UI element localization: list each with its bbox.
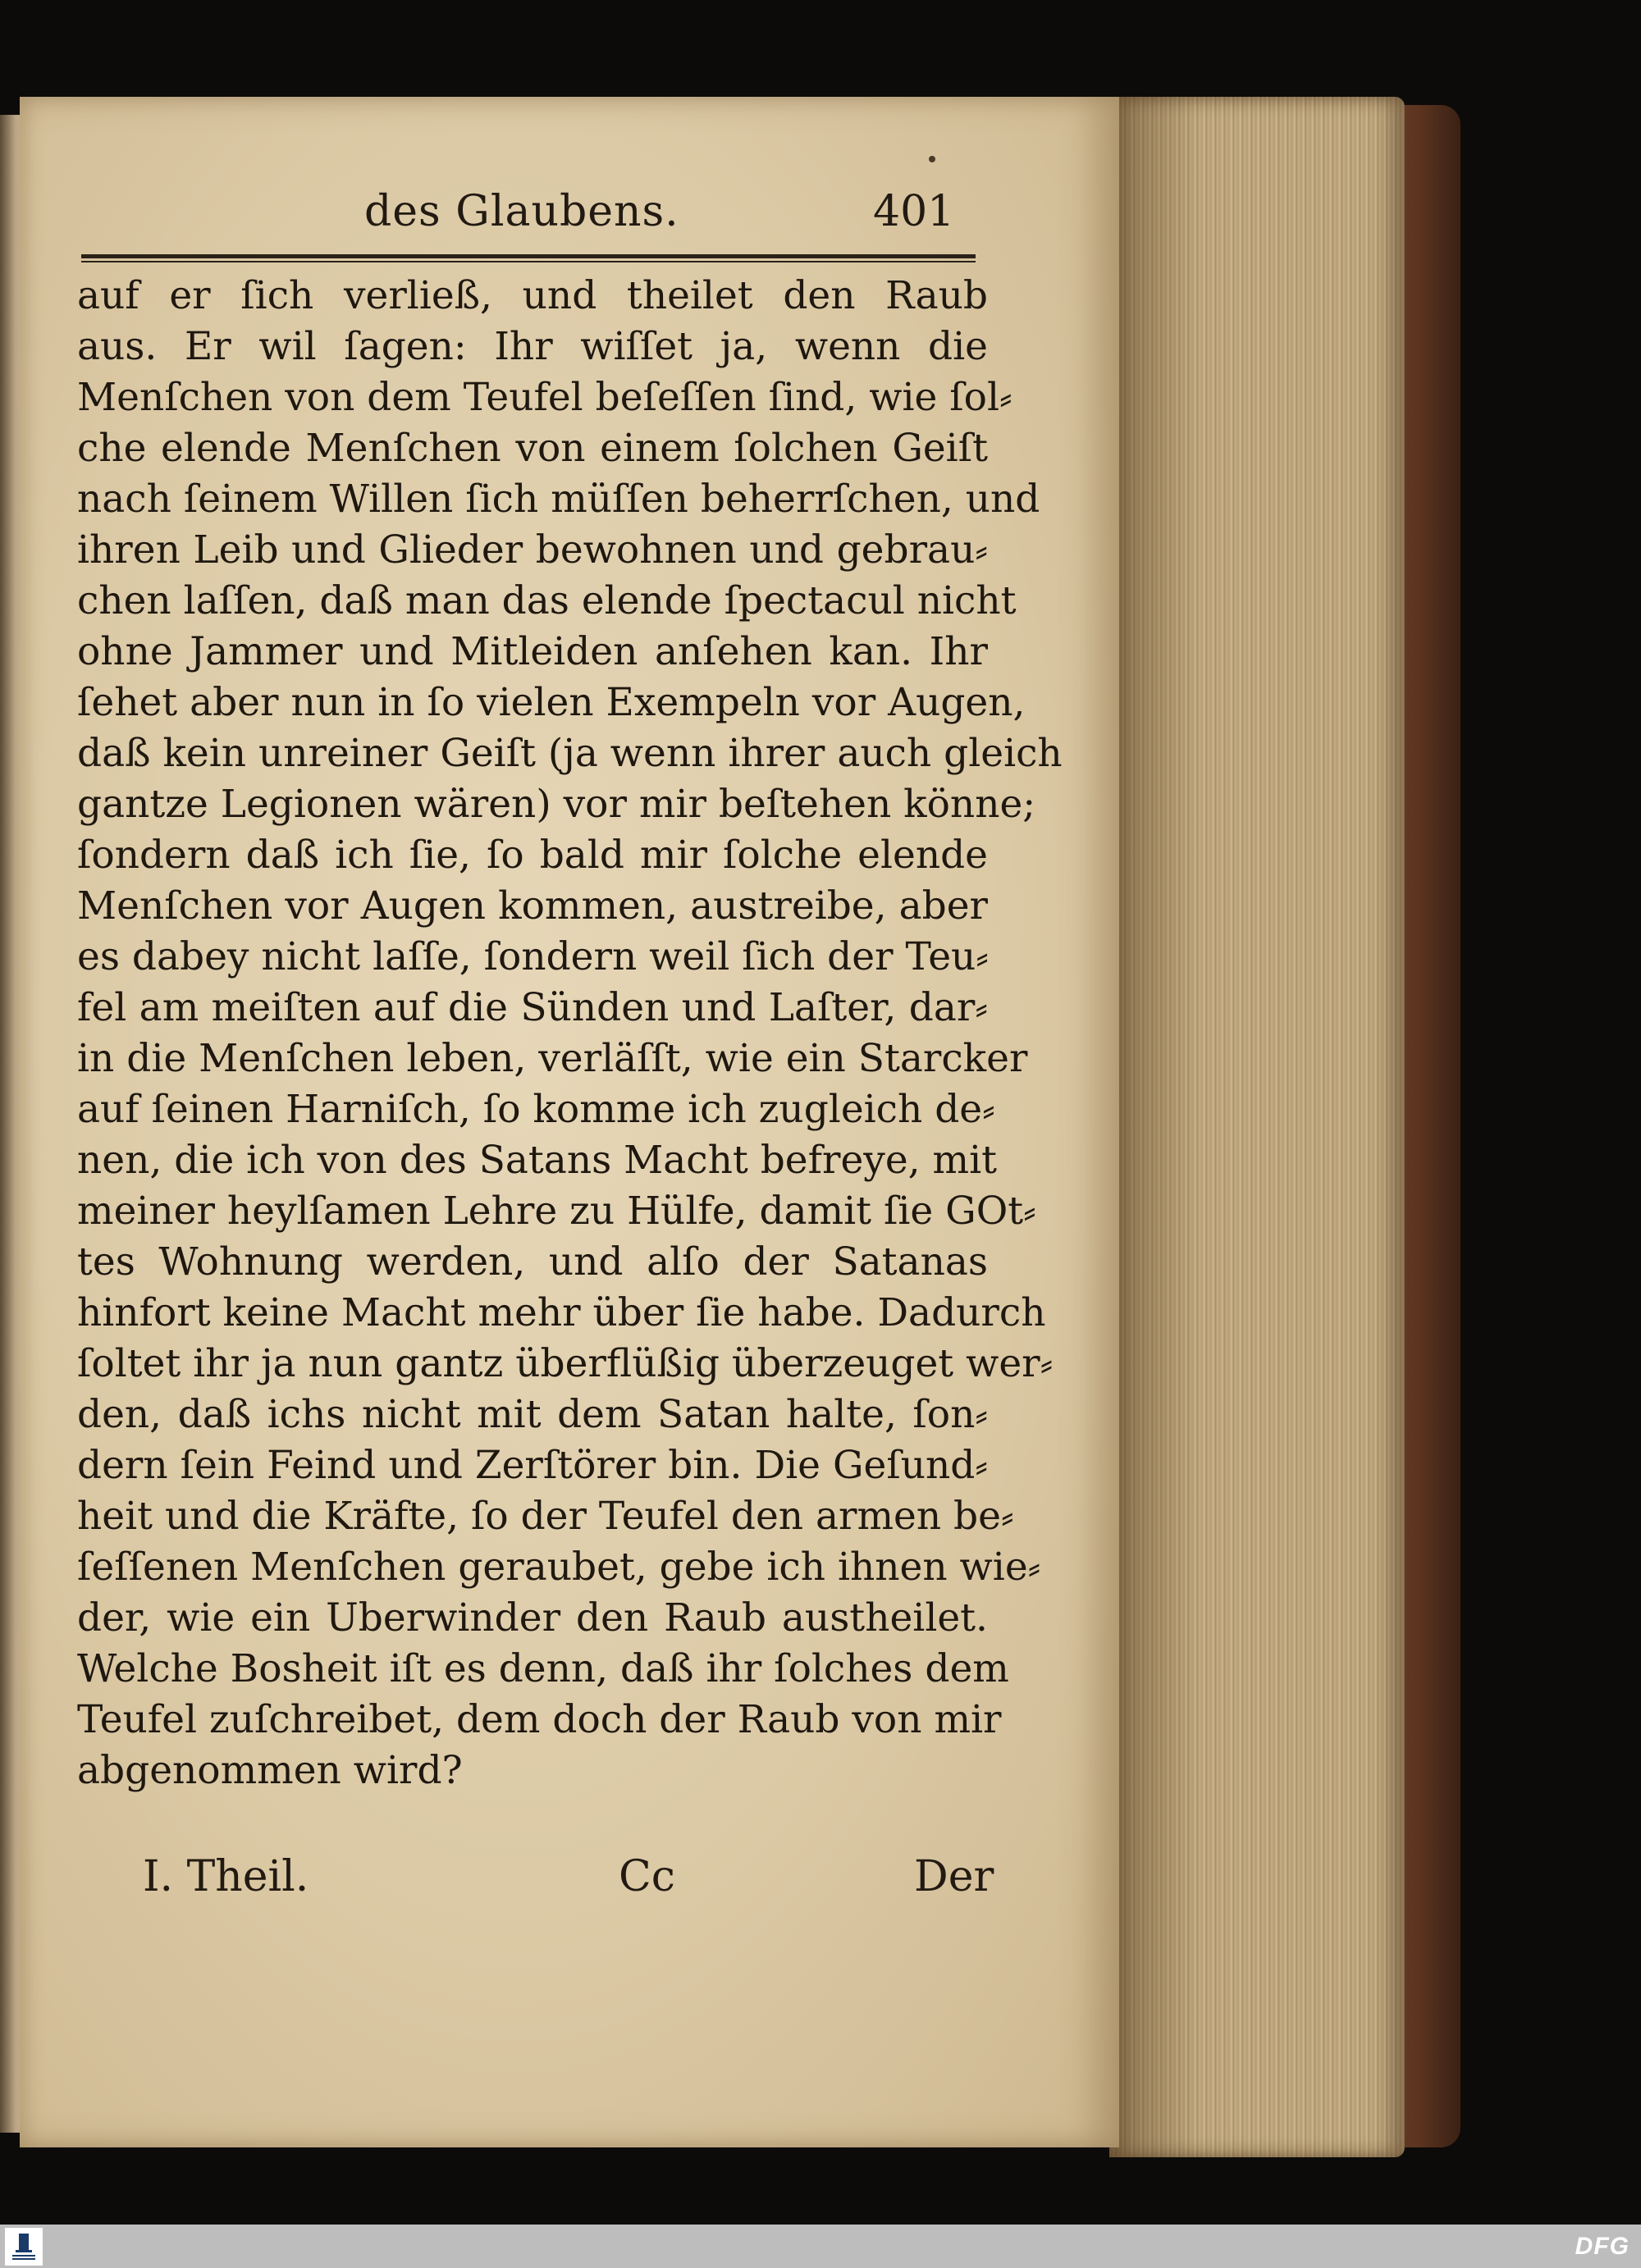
viewer-footer-bar bbox=[0, 2225, 1641, 2268]
text-line: chen laſſen, daß man das elende ſpectacul nicht bbox=[77, 578, 1017, 623]
text-line: ſeſſenen Menſchen geraubet, gebe ich ihnen wie⸗ bbox=[77, 1545, 1041, 1590]
text-line: der, wie ein Uberwinder den Raub austheilet. bbox=[77, 1595, 988, 1641]
text-line: gantze Legionen wären) vor mir beſtehen könne; bbox=[77, 782, 1036, 827]
text-line: Menſchen vor Augen kommen, austreibe, aber bbox=[77, 883, 988, 929]
text-line: heit und die Kräfte, ſo der Teufel den armen be⸗ bbox=[77, 1494, 1014, 1539]
book-page bbox=[20, 97, 1119, 2147]
text-line: aus. Er wil ſagen: Ihr wiſſet ja, wenn die bbox=[77, 324, 988, 369]
signature-mark: Cc bbox=[619, 1852, 675, 1901]
body-text bbox=[77, 271, 1063, 1796]
text-line: ihren Leib und Glieder bewohnen und gebrau⸗ bbox=[77, 527, 988, 573]
text-line: meiner heylſamen Lehre zu Hülfe, damit ſie GOt⸗ bbox=[77, 1189, 1036, 1234]
page-number: 401 bbox=[873, 187, 955, 236]
page-block-shadow bbox=[1109, 97, 1200, 2157]
text-line: tes Wohnung werden, und alſo der Satanas bbox=[77, 1239, 988, 1285]
running-head: des Glaubens. bbox=[364, 187, 679, 236]
text-line: hinfort keine Macht mehr über ſie habe. Dadurch bbox=[77, 1290, 1046, 1335]
text-line: Teufel zuſchreibet, dem doch der Raub von mir bbox=[77, 1697, 1002, 1742]
footer-part: I. Theil. bbox=[143, 1852, 309, 1901]
dfg-logo: DFG bbox=[1575, 2233, 1630, 2260]
head-rule bbox=[81, 254, 976, 262]
text-line: nen, die ich von des Satans Macht befreye, mit bbox=[77, 1138, 998, 1183]
text-line: dern ſein Feind und Zerſtörer bin. Die Geſund⸗ bbox=[77, 1443, 988, 1488]
text-line: den, daß ichs nicht mit dem Satan halte, ſon⸗ bbox=[77, 1392, 988, 1437]
text-line: ſehet aber nun in ſo vielen Exempeln vor Augen, bbox=[77, 680, 1026, 725]
text-line: auf ſeinen Harniſch, ſo komme ich zugleich de⸗ bbox=[77, 1087, 995, 1132]
text-line: abgenommen wird? bbox=[77, 1748, 463, 1793]
catchword: Der bbox=[914, 1852, 994, 1901]
text-line: ſondern daß ich ſie, ſo bald mir ſolche elende bbox=[77, 833, 988, 878]
text-line: es dabey nicht laſſe, ſondern weil ſich der Teu⸗ bbox=[77, 934, 989, 979]
text-line: ohne Jammer und Mitleiden anſehen kan. Ihr bbox=[77, 629, 988, 674]
text-line: ſoltet ihr ja nun gantz überflüßig überzeuget wer⸗ bbox=[77, 1341, 1054, 1386]
library-logo-icon bbox=[5, 2228, 43, 2266]
text-line: auf er ſich verließ, und theilet den Raub bbox=[77, 273, 988, 318]
text-line: nach ſeinem Willen ſich müſſen beherrſchen, und bbox=[77, 477, 1040, 522]
text-line: in die Menſchen leben, verläſſt, wie ein Starcker bbox=[77, 1036, 1028, 1081]
text-line: che elende Menſchen von einem ſolchen Geiſt bbox=[77, 426, 988, 471]
ink-speck bbox=[929, 156, 935, 162]
text-line: fel am meiſten auf die Sünden und Laſter, dar⸗ bbox=[77, 985, 988, 1030]
text-line: Menſchen von dem Teufel beſeſſen ſind, wie ſol⸗ bbox=[77, 375, 1012, 420]
text-line: daß kein unreiner Geiſt (ja wenn ihrer auch gleich bbox=[77, 731, 1063, 776]
text-line: Welche Bosheit iſt es denn, daß ihr ſolches dem bbox=[77, 1646, 1009, 1691]
